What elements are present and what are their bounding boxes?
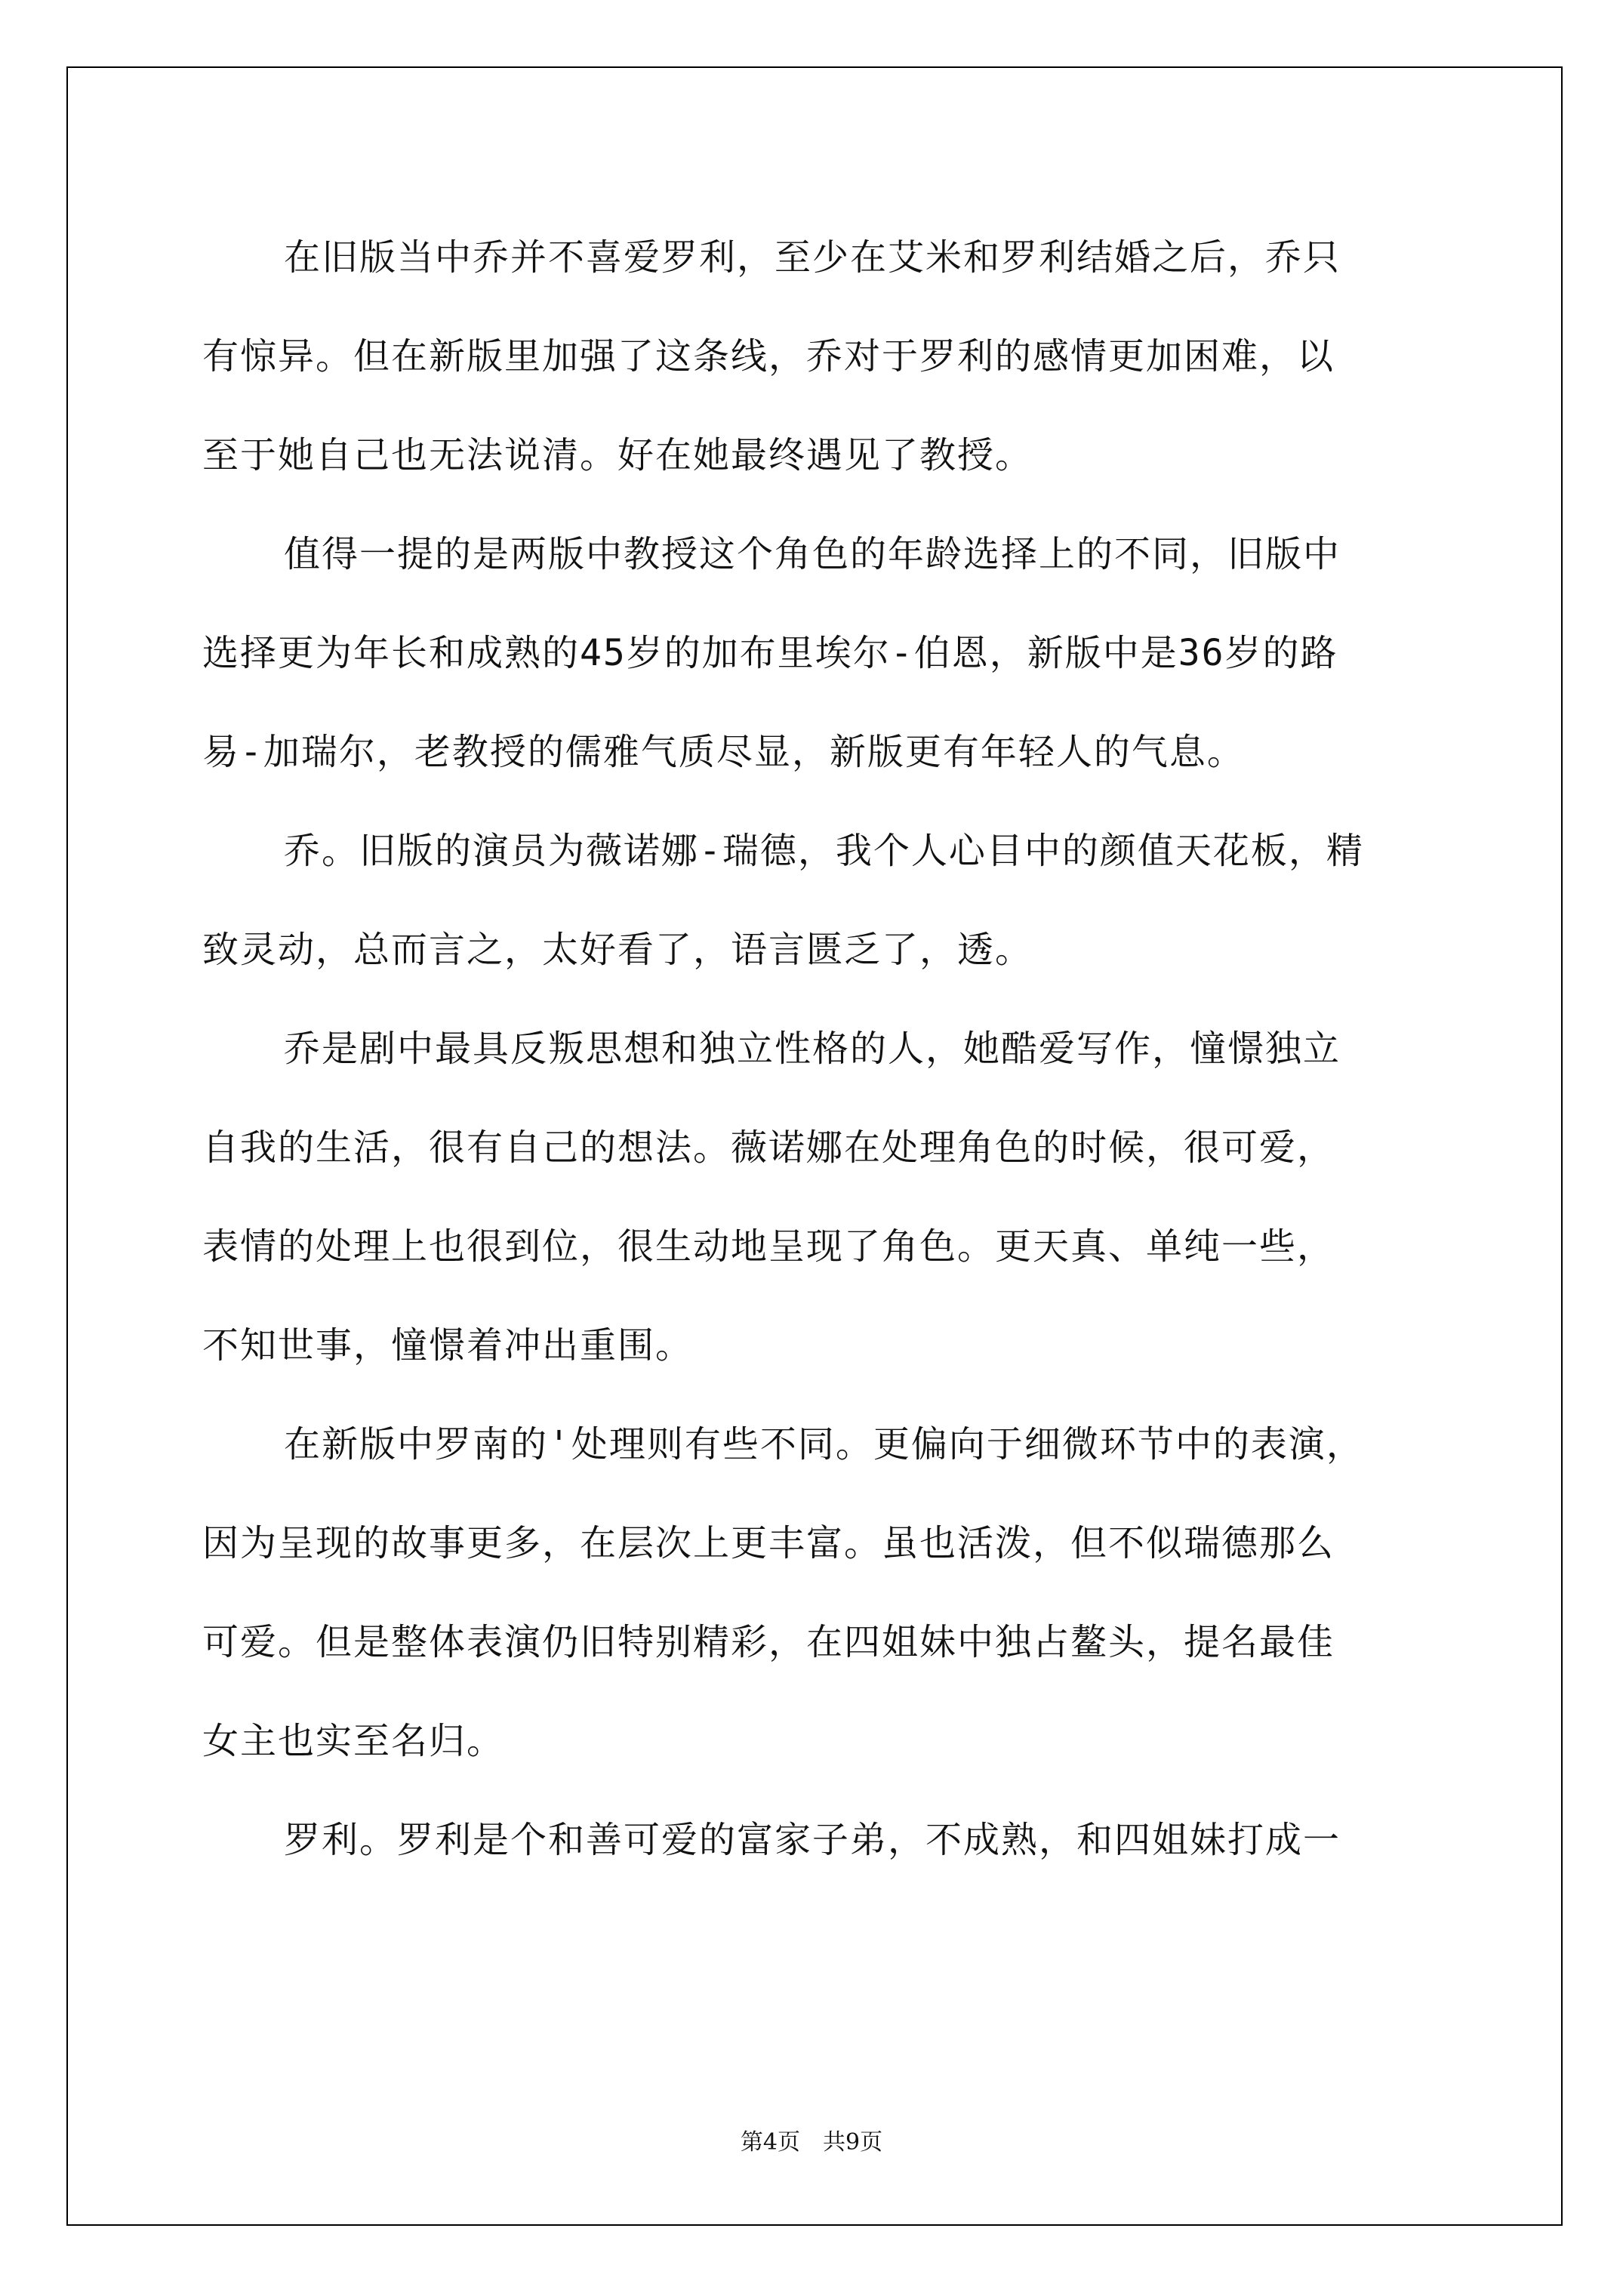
text-line: 在新版中罗南的'处理则有些不同。更偏向于细微环节中的表演， — [284, 1423, 1364, 1465]
text-line: 至于她自己也无法说清。好在她最终遇见了教授。 — [202, 434, 1033, 476]
text-line: 表情的处理上也很到位，很生动地呈现了角色。更天真、单纯一些， — [202, 1225, 1335, 1268]
text-line: 女主也实至名归。 — [202, 1720, 505, 1762]
text-line: 自我的生活，很有自己的想法。薇诺娜在处理角色的时候，很可爱， — [202, 1126, 1335, 1169]
text-line: 不知世事，憧憬着冲出重围。 — [202, 1324, 694, 1367]
text-line: 值得一提的是两版中教授这个角色的年龄选择上的不同，旧版中 — [284, 533, 1341, 575]
text-line: 乔是剧中最具反叛思想和独立性格的人，她酷爱写作，憧憬独立 — [284, 1028, 1341, 1070]
page-number-footer: 第4页 共9页 — [740, 2129, 883, 2156]
text-line: 有惊异。但在新版里加强了这条线，乔对于罗利的感情更加困难，以 — [202, 335, 1335, 378]
document-body — [202, 208, 1433, 1890]
text-line: 因为呈现的故事更多，在层次上更丰富。虽也活泼，但不似瑞德那么 — [202, 1522, 1335, 1564]
text-line: 在旧版当中乔并不喜爱罗利，至少在艾米和罗利结婚之后，乔只 — [284, 236, 1341, 279]
text-line: 选择更为年长和成熟的45岁的加布里埃尔-伯恩，新版中是36岁的路 — [202, 632, 1338, 674]
text-line: 易-加瑞尔，老教授的儒雅气质尽显，新版更有年轻人的气息。 — [202, 731, 1245, 773]
text-line: 乔。旧版的演员为薇诺娜-瑞德，我个人心目中的颜值天花板，精 — [284, 830, 1364, 872]
text-line: 可爱。但是整体表演仍旧特别精彩，在四姐妹中独占鳌头，提名最佳 — [202, 1621, 1335, 1663]
text-line: 罗利。罗利是个和善可爱的富家子弟，不成熟，和四姐妹打成一 — [284, 1819, 1341, 1861]
text-line: 致灵动，总而言之，太好看了，语言匮乏了，透。 — [202, 929, 1033, 971]
